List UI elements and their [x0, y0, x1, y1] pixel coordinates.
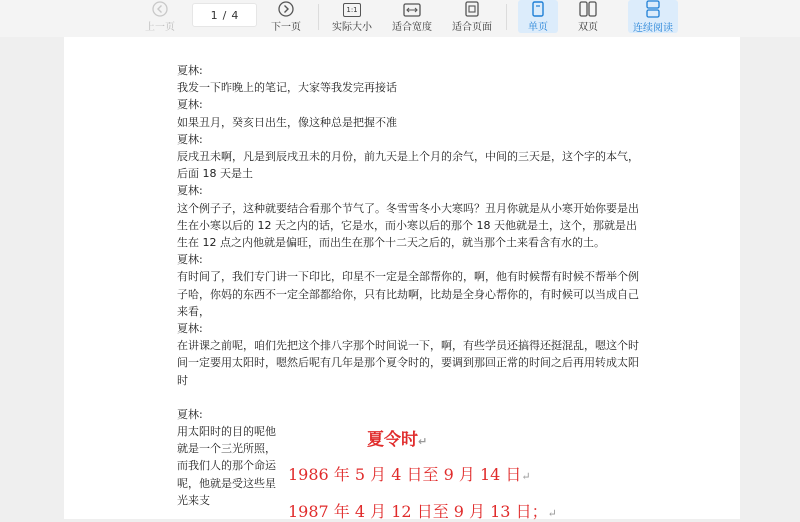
single-page-button[interactable]	[518, 0, 558, 33]
arrow-right-icon	[278, 0, 294, 17]
return-mark: ↵	[547, 507, 557, 520]
toolbar	[0, 0, 800, 37]
next-page-button[interactable]	[266, 0, 306, 33]
double-page-icon	[579, 0, 597, 17]
speaker-label: 夏林:	[177, 184, 203, 198]
actual-size-label: 实际大小	[332, 22, 372, 33]
fit-width-button[interactable]	[389, 0, 435, 33]
speaker-label: 夏林:	[177, 64, 203, 77]
arrow-left-icon	[152, 0, 168, 17]
fit-page-label: 适合页面	[452, 22, 492, 33]
double-page-button[interactable]	[568, 0, 608, 33]
fit-page-button[interactable]	[449, 0, 495, 33]
speaker-label: 夏林:	[177, 322, 203, 336]
fit-page-icon	[465, 0, 479, 17]
page-total: 4	[231, 8, 239, 22]
speaker-label: 夏林:	[177, 407, 203, 421]
paragraph: 有时间了，我们专门讲一下印比，印星不一定是全部帮你的，啊，他有时候帮有时候不帮举个例子哈，你妈的东西不一定全部都给你，只有比劫啊，比劫是全身心帮你的，有时候可以当成自己来看，	[177, 270, 639, 318]
fit-width-icon	[403, 0, 421, 17]
blank-line	[177, 389, 647, 406]
speaker-label: 夏林:	[177, 253, 203, 267]
paragraph: 这个例子子，这种就要结合看那个节气了。冬雪雪冬小大寒吗？丑月你就是从小寒开始你要是出生在小寒以后的 12 天之内的话，它是水，而小寒以后的那个 18 天他就是土，这个，那就是出生在 12 点之内他就是偏旺，而出生在那个十二天之后的，就当那个土来看含有水的土。	[177, 201, 639, 250]
return-mark: ↵	[521, 470, 531, 483]
toolbar-divider	[506, 4, 507, 30]
prev-page-button[interactable]	[142, 0, 178, 33]
actual-size-button[interactable]	[329, 0, 375, 33]
fit-width-label: 适合宽度	[392, 22, 432, 33]
speaker-label: 夏林:	[177, 98, 203, 112]
page-separator: /	[222, 8, 227, 22]
paragraph: 在讲课之前呢，咱们先把这个排八字那个时间说一下，啊，有些学员还搞得还挺混乱，嗯这个时间一定要用太阳时，嗯然后呢有几年是那个夏令时的，要调到那回正常的时间之后再用转成太阳时	[177, 339, 639, 387]
summer-time-range: 1986 年 5 月 4 日至 9 月 14 日↵	[288, 465, 531, 484]
toolbar-divider	[318, 4, 319, 30]
summer-time-range: 1987 年 4 月 12 日至 9 月 13 日；↵	[288, 502, 557, 521]
speaker-label: 夏林:	[177, 132, 203, 146]
continuous-read-label: 连续阅读	[633, 23, 673, 34]
single-page-icon	[532, 0, 544, 17]
single-page-label: 单页	[528, 22, 548, 33]
paragraph: 我发一下昨晚上的笔记，大家等我发完再接话	[177, 81, 397, 95]
return-mark: ↵	[418, 435, 428, 448]
double-page-label: 双页	[578, 22, 598, 33]
summer-time-heading: 夏令时↵	[367, 430, 428, 450]
page-number-input[interactable]	[192, 3, 257, 27]
page-current: 1	[210, 8, 218, 22]
next-page-label: 下一页	[271, 22, 301, 33]
continuous-read-icon	[646, 0, 660, 18]
paragraph: 如果丑月，癸亥日出生，像这种总是把握不准	[177, 115, 397, 129]
paragraph: 用太阳时的目的呢他就是一个三光所照，而我们人的那个命运呢，他就是受这些星光来支	[177, 425, 276, 507]
continuous-read-button[interactable]	[628, 0, 678, 33]
paragraph: 辰戌丑未啊，凡是到辰戌丑未的月份，前九天是上个月的余气，中间的三天是，这个字的本气，后面 18 天是土	[177, 150, 639, 181]
actual-size-icon: 1:1	[343, 0, 361, 17]
prev-page-label: 上一页	[145, 22, 175, 33]
